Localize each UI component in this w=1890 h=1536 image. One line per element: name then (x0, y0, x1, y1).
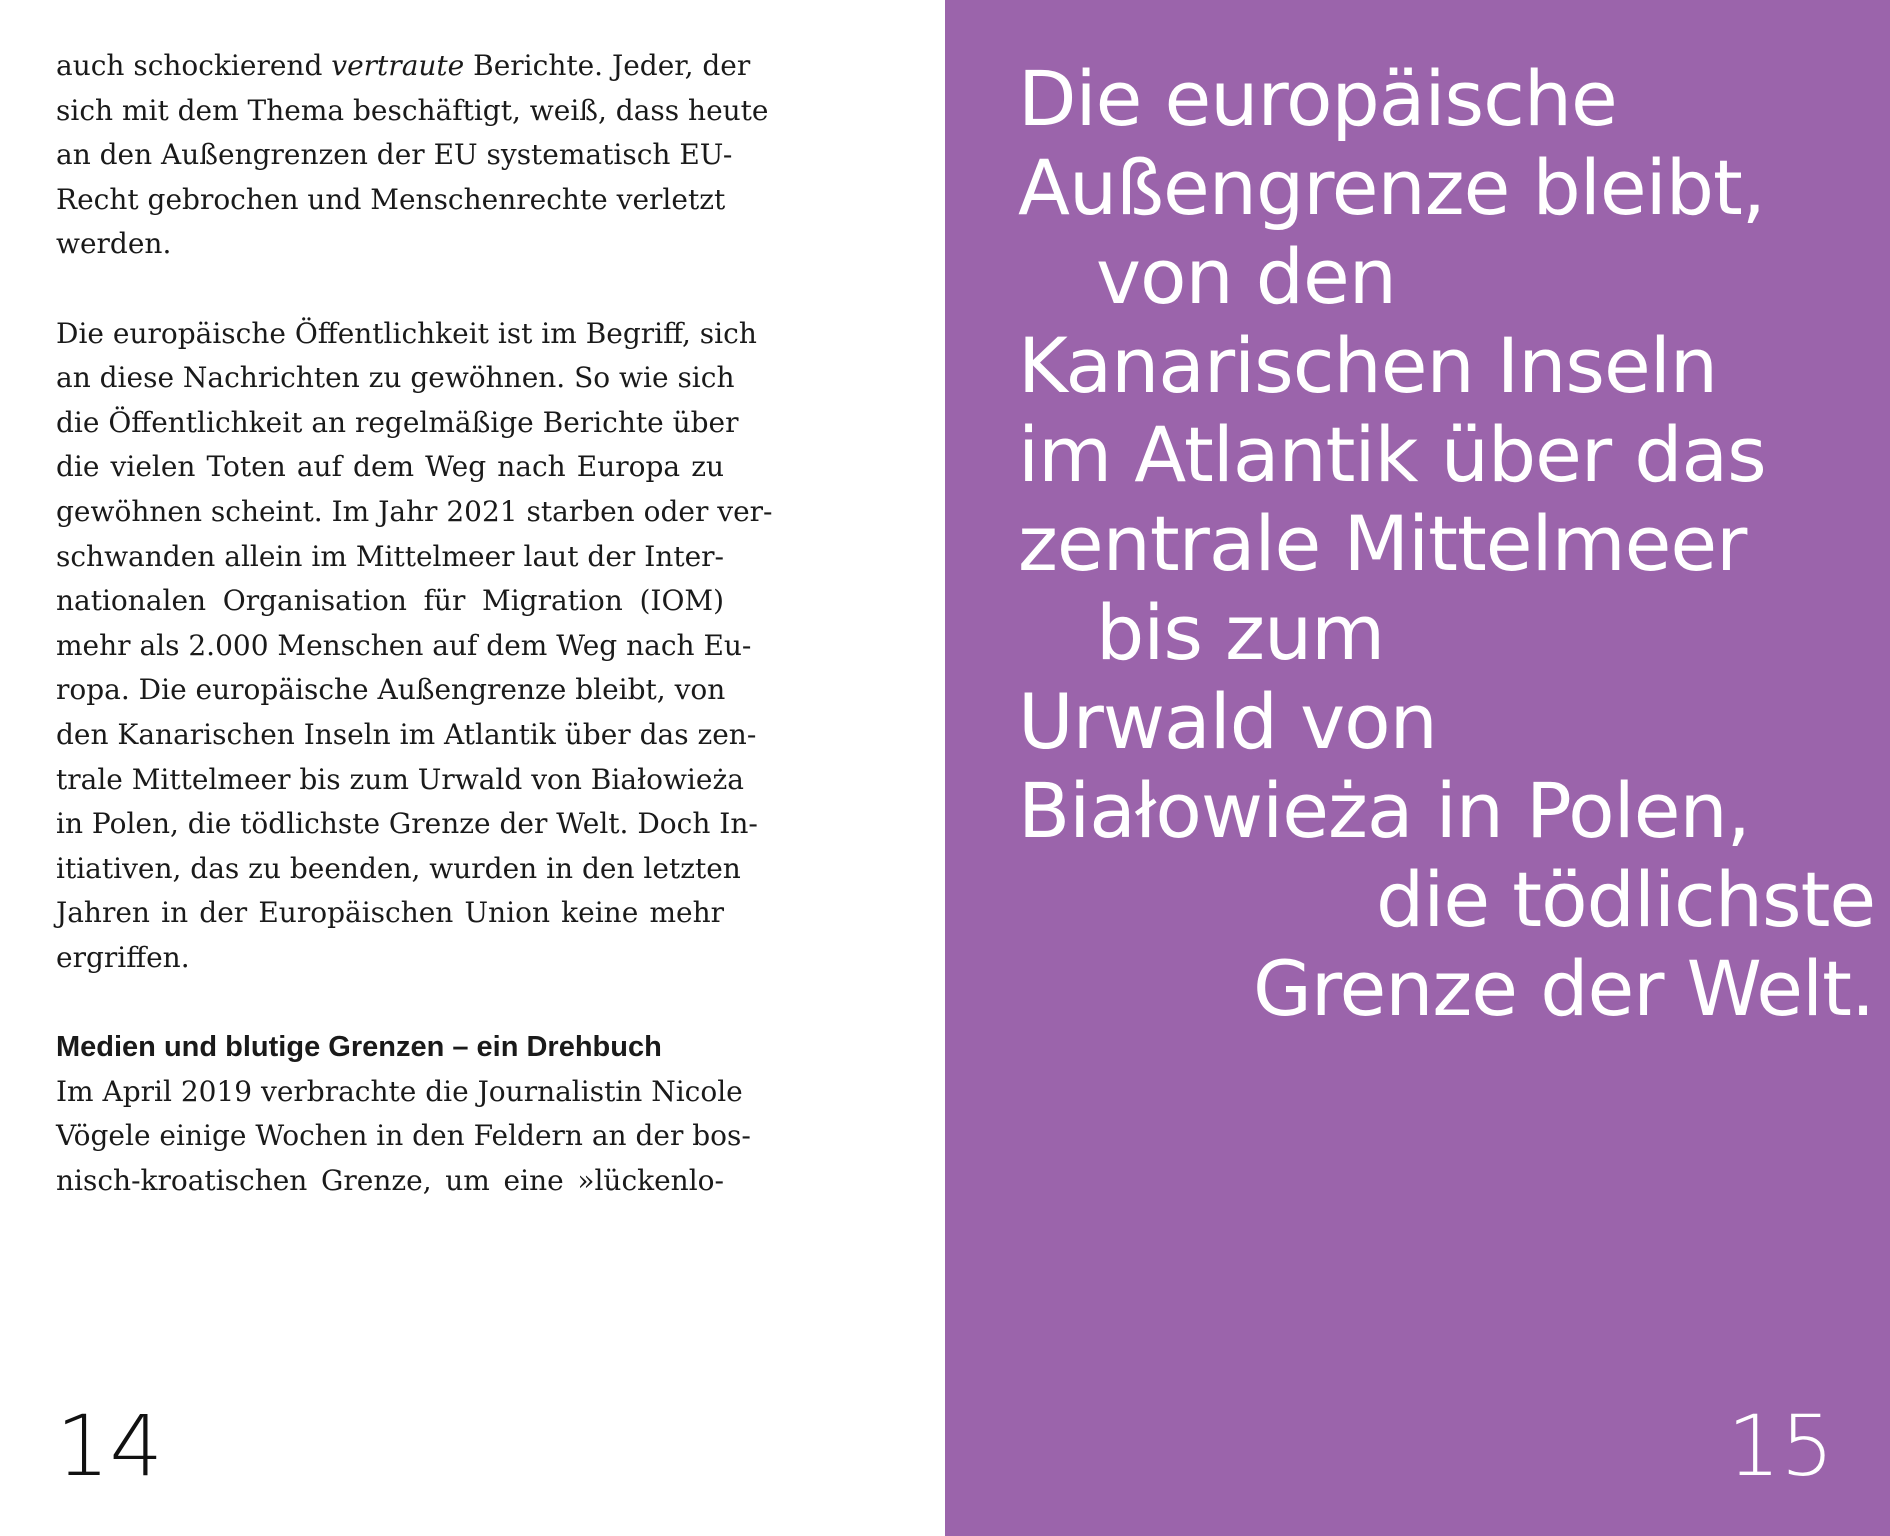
text-line: sich mit dem Thema beschäftigt, weiß, dass heute (56, 93, 769, 127)
quote-line: Białowieża in Polen, (1018, 766, 1750, 855)
text-line: Vögele einige Wochen in den Feldern an der bos- (56, 1119, 751, 1153)
text-line: itiativen, das zu beenden, wurden in den letzten (56, 851, 741, 885)
pull-quote (1018, 54, 1878, 1033)
quote-line: zentrale Mittelmeer (1018, 499, 1747, 588)
body-text (56, 44, 773, 1248)
text-line: an den Außengrenzen der EU systematisch EU- (56, 138, 733, 172)
text-line: auch schockierend vertraute Berichte. Jeder, der (56, 49, 751, 82)
quote-line: Außengrenze bleibt, (1018, 143, 1765, 232)
page-number-right: 15 (1727, 1397, 1834, 1495)
text-line: ergriffen. (56, 940, 190, 974)
text-line: in Polen, die tödlichste Grenze der Welt. Doch In- (56, 807, 758, 841)
text-line: gewöhnen scheint. Im Jahr 2021 starben oder ver- (56, 494, 773, 528)
page-number-left: 14 (56, 1397, 163, 1495)
paragraph-2 (56, 312, 773, 981)
text-line: den Kanarischen Inseln im Atlantik über das zen- (56, 717, 757, 751)
text-line: Recht gebrochen und Menschenrechte verletzt (56, 182, 726, 216)
quote-line: Grenze der Welt. (1253, 944, 1875, 1033)
text-line: an diese Nachrichten zu gewöhnen. So wie sich (56, 361, 735, 395)
text-line: nisch-kroatischen Grenze, um eine »lückenlo- (56, 1163, 724, 1197)
section-heading: Medien und blutige Grenzen – ein Drehbuch (56, 1031, 662, 1064)
quote-line: im Atlantik über das (1018, 410, 1766, 499)
text-line: nationalen Organisation für Migration (IOM) (56, 584, 724, 618)
quote-line: die tödlichste (1376, 855, 1876, 944)
text-line: die Öffentlichkeit an regelmäßige Berichte über (56, 405, 739, 439)
text-line: die vielen Toten auf dem Weg nach Europa zu (56, 450, 724, 484)
text-line: ropa. Die europäische Außengrenze bleibt, von (56, 673, 726, 707)
text-line: Jahren in der Europäischen Union keine mehr (56, 896, 724, 930)
text-line: mehr als 2.000 Menschen auf dem Weg nach Eu- (56, 628, 752, 662)
text-line: Im April 2019 verbrachte die Journalistin Nicole (56, 1074, 743, 1108)
quote-line: bis zum (1096, 588, 1385, 677)
quote-line: Kanarischen Inseln (1018, 321, 1718, 410)
paragraph-3 (56, 1070, 751, 1204)
paragraph-1 (56, 44, 769, 267)
text-line: werden. (56, 227, 172, 261)
emphasis-word: vertraute (331, 49, 465, 82)
text-line: trale Mittelmeer bis zum Urwald von Białowieża (56, 762, 744, 796)
quote-line: von den (1096, 232, 1396, 321)
text-line: Die europäische Öffentlichkeit ist im Begriff, sich (56, 316, 757, 350)
quote-panel (945, 0, 1890, 1536)
quote-line: Urwald von (1018, 677, 1437, 766)
text-line: schwanden allein im Mittelmeer laut der Inter- (56, 539, 724, 573)
quote-line: Die europäische (1018, 54, 1617, 143)
